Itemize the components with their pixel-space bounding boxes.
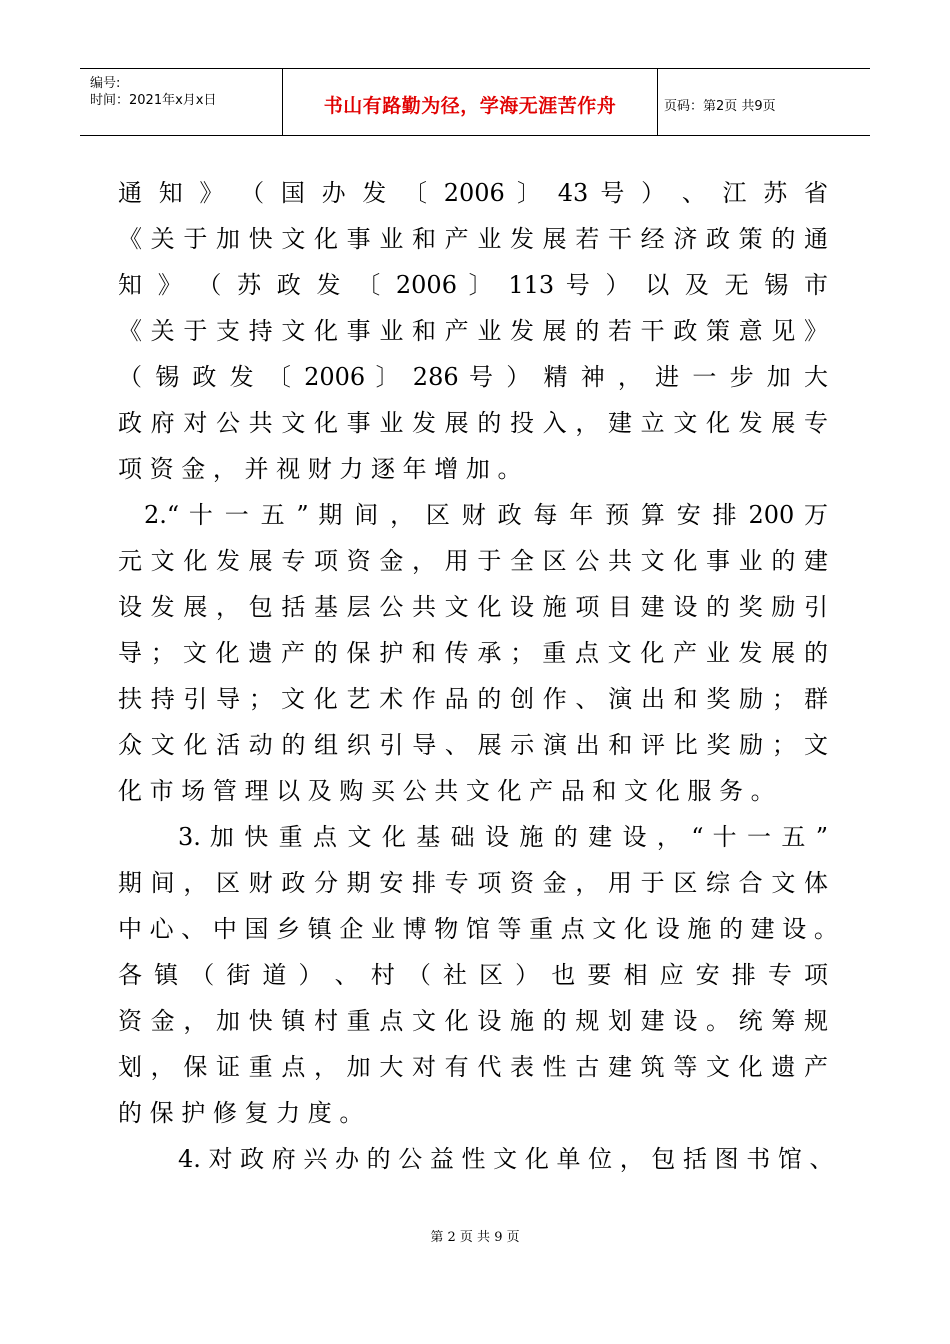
body-line: 《关于支持文化事业和产业发展的若干政策意见》 <box>118 317 828 345</box>
page-footer: 第 2 页 共 9 页 <box>430 1230 520 1245</box>
body-line: 众 文 化 活 动 的 组 织 引 导 、 展 示 演 出 和 评 比 奖 励 ； 文 <box>118 731 828 759</box>
body-line: 各 镇 （ 街 道 ） 、 村 （ 社 区 ） 也 要 相 应 安 排 专 项 <box>118 961 828 989</box>
body-line: 项 资 金 ， 并 视 财 力 逐 年 增 加 。 <box>118 455 522 483</box>
document-time-label: 时间：2021年x月x日 <box>90 93 217 108</box>
body-line: 2.“ 十 一 五 ” 期 间 ， 区 财 政 每 年 预 算 安 排 200 万 <box>144 501 828 529</box>
document-body <box>118 170 838 1182</box>
body-line: 知 》 （ 苏 政 发 〔 2006 〕 113 号 ） 以 及 无 锡 市 <box>118 271 828 299</box>
body-line: 设 发 展 ， 包 括 基 层 公 共 文 化 设 施 项 目 建 设 的 奖 励 引 <box>118 593 828 621</box>
body-line: 《关于加快文化事业和产业发展若干经济政策的通 <box>118 225 828 253</box>
body-line: 扶 持 引 导 ； 文 化 艺 术 作 品 的 创 作 、 演 出 和 奖 励 ； 群 <box>118 685 828 713</box>
body-line: 的 保 护 修 复 力 度 。 <box>118 1099 364 1127</box>
body-line: 期 间 ， 区 财 政 分 期 安 排 专 项 资 金 ， 用 于 区 综 合 文 体 <box>118 869 828 897</box>
header-meta <box>80 69 283 135</box>
body-line: 3. 加 快 重 点 文 化 基 础 设 施 的 建 设 ， “ 十 一 五 ” <box>178 823 828 851</box>
body-line: 导 ； 文 化 遗 产 的 保 护 和 传 承 ； 重 点 文 化 产 业 发 展 的 <box>118 639 828 667</box>
body-line: 资 金 ， 加 快 镇 村 重 点 文 化 设 施 的 规 划 建 设 。 统 筹 规 <box>118 1007 828 1035</box>
document-number-label: 编号: <box>90 76 121 91</box>
body-line: 化 市 场 管 理 以 及 购 买 公 共 文 化 产 品 和 文 化 服 务 。 <box>118 777 775 805</box>
body-line: （ 锡 政 发 〔 2006 〕 286 号 ） 精 神 ， 进 一 步 加 大 <box>118 363 828 391</box>
document-header <box>80 68 870 136</box>
body-line: 中 心 、 中 国 乡 镇 企 业 博 物 馆 等 重 点 文 化 设 施 的 建 设 。 <box>118 915 838 943</box>
header-page-info: 页码：第2页 共9页 <box>664 98 776 114</box>
body-line: 政 府 对 公 共 文 化 事 业 发 展 的 投 入 ， 建 立 文 化 发 展 专 <box>118 409 828 437</box>
body-line: 元 文 化 发 展 专 项 资 金 ， 用 于 全 区 公 共 文 化 事 业 的 建 <box>118 547 828 575</box>
body-line: 通 知 》 （ 国 办 发 〔 2006 〕 43 号 ） 、 江 苏 省 <box>118 179 828 207</box>
body-line: 划 ， 保 证 重 点 ， 加 大 对 有 代 表 性 古 建 筑 等 文 化 遗 产 <box>118 1053 828 1081</box>
body-line: 4. 对 政 府 兴 办 的 公 益 性 文 化 单 位 ， 包 括 图 书 馆 、 <box>178 1145 834 1173</box>
header-motto: 书山有路勤为径，学海无涯苦作舟 <box>283 69 658 135</box>
